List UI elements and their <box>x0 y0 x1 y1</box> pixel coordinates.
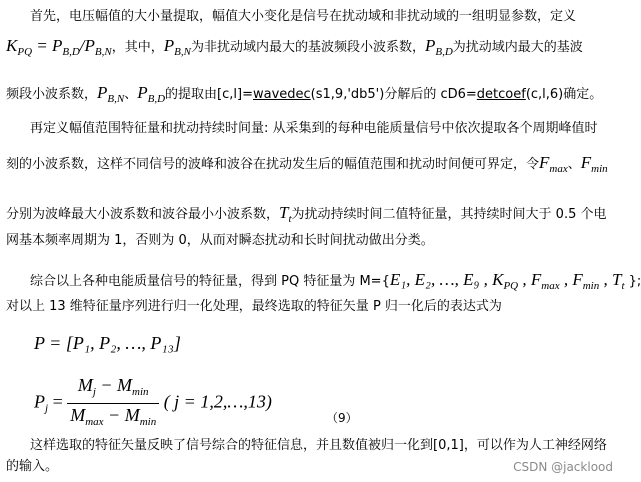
paragraph3-line2: 对以上 13 维特征量序列进行归一化处理，最终选取的特征矢量 P 归一化后的表达式为 <box>6 299 502 314</box>
kpq-symbol: K <box>6 36 18 55</box>
paragraph2-line2: 刻的小波系数，这样不同信号的波峰和波谷在扰动发生后的幅值范围和扰动时间便可界定，令$F_{max}$、$F_{min}$ <box>6 153 608 175</box>
paragraph2-line4: 网基本频率周期为 1，否则为 0，从而对瞬态扰动和长时间扰动做出分类。 <box>6 233 434 248</box>
paragraph1-line2: $K_{PQ} = P_{B,D}/P_{B,N}$，其中，$P_{B,N}$为非扰动域内最大的基波频段小波系数，$P_{B,D}$为扰动域内最大的基波 <box>6 36 583 58</box>
csdn-watermark: CSDN @jacklood <box>513 460 613 474</box>
formula-normalization: $P_j$ = $\frac{M_j - M_{min}}{M_{max} - M_{min}}$ ( j = 1,2,…,13) <box>34 374 272 433</box>
paragraph4-line1: 这样选取的特征矢量反映了信号综合的特征信息，并且数值被归一化到[0,1]，可以作为人工神经网络 <box>30 438 607 453</box>
normalization-fraction: $\frac{M_j - M_{min}}{M_{max} - M_{min}}$ <box>67 374 159 433</box>
equation-number: （9） <box>326 411 358 425</box>
paragraph1-line1: 首先，电压幅值的大小量提取，幅值大小变化是信号在扰动域和非扰动域的一组明显参数，定义 <box>30 9 577 24</box>
formula-p-vector: P = [P₁, P₂, …, P₁₃] <box>34 333 181 353</box>
paragraph2-line3: 分别为波峰最大小波系数和波谷最小小波系数，$T_t$为扰动持续时间二值特征量，其持续时间大于 0.5 个电 <box>6 203 607 225</box>
paragraph4-line2: 的输入。 <box>6 459 59 474</box>
paragraph2-line1: 再定义幅值范围特征量和扰动持续时间量: 从采集到的每种电能质量信号中依次提取各个周期峰值时 <box>30 121 598 136</box>
paragraph1-line3: 频段小波系数，$P_{B,N}$、$P_{B,D}$的提取由[c,l]=wavedec(s1,9,'db5')分解后的 cD6=detcoef(c,l,6)确定。 <box>6 83 603 105</box>
paragraph3-line1: 综合以上各种电能质量信号的特征量，得到 PQ 特征量为 M={E₁, E₂, …, E₉ , $K_{PQ}$ , $F_{max}$ , $F_{min}$ , $T_t$ }; <box>30 270 641 292</box>
